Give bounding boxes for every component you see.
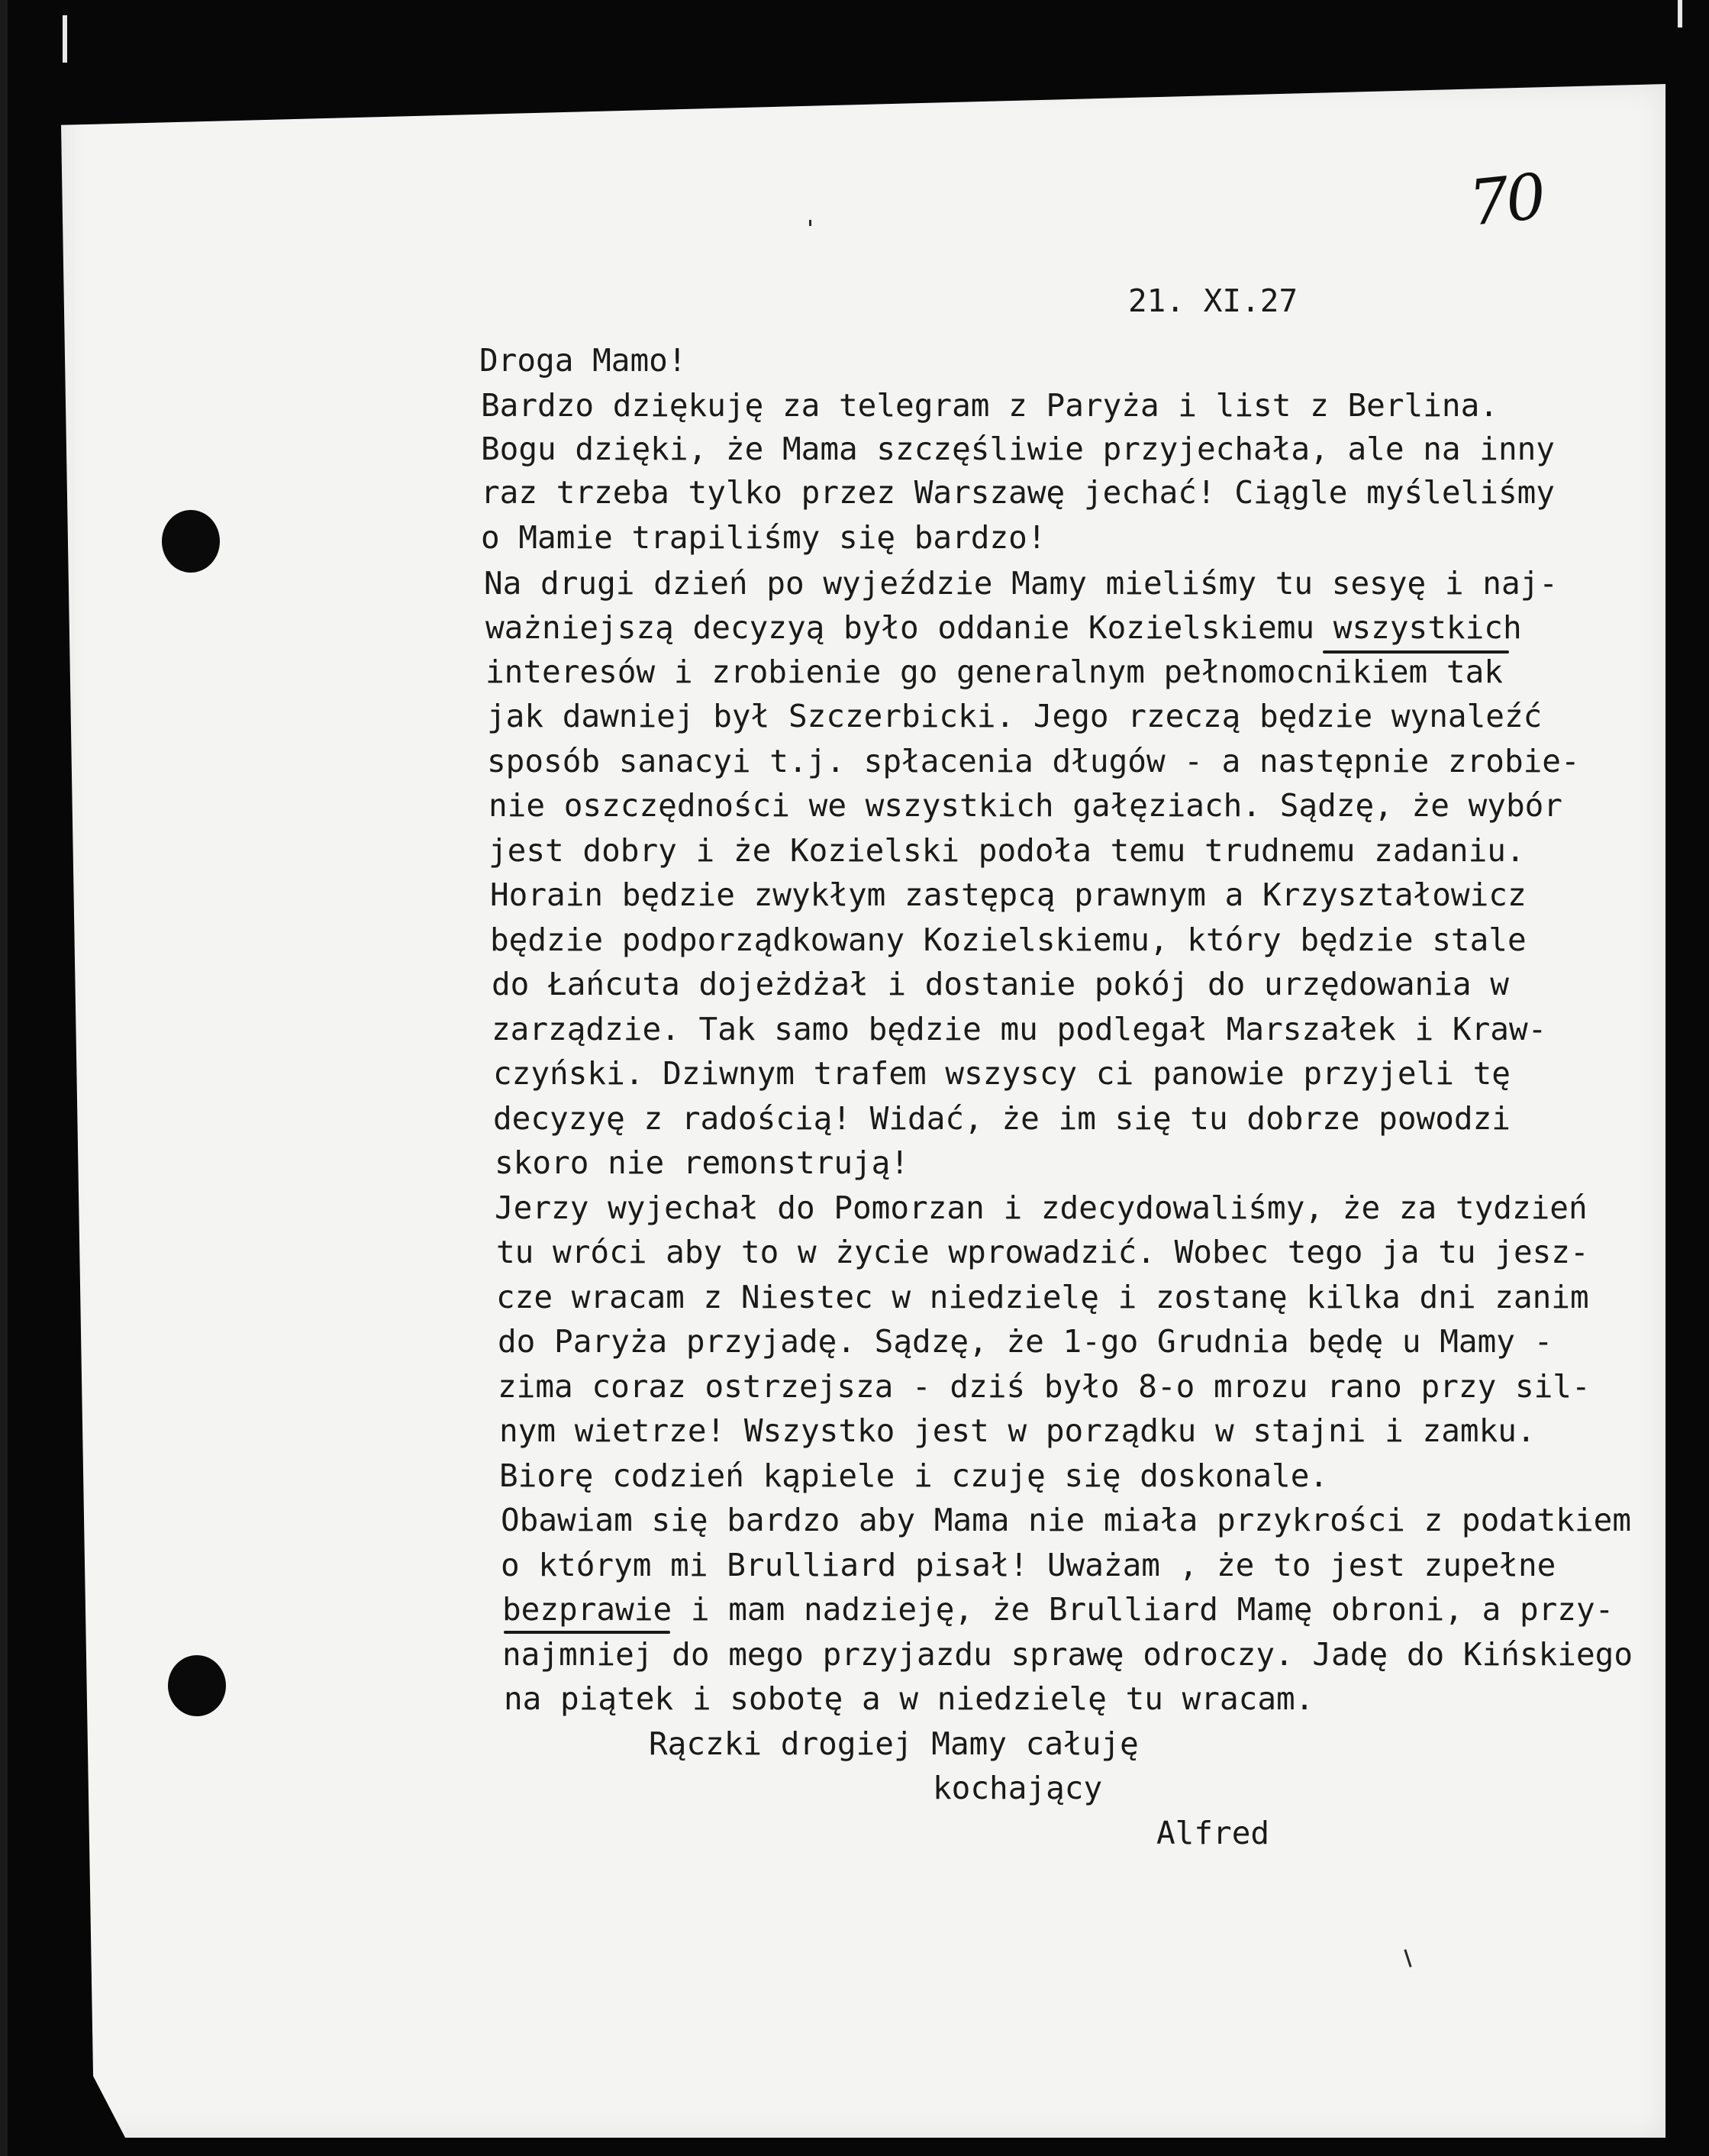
underline-wszystkich <box>1323 650 1509 654</box>
body-line: decyzyę z radością! Widać, że im się tu dobrze powodzi <box>493 1100 1511 1137</box>
body-line: sposób sanacyi t.j. spłacenia długów - a następnie zrobie- <box>487 743 1580 779</box>
body-line: ważniejszą decyzyą było oddanie Kozielskiemu wszystkich <box>485 609 1522 646</box>
body-line: do Łańcuta dojeżdżał i dostanie pokój do urzędowania w <box>492 966 1509 1002</box>
body-line: bezprawie i mam nadzieję, że Brulliard Mamę obroni, a przy- <box>502 1591 1614 1628</box>
closing-line: Rączki drogiej Mamy całuję <box>649 1725 1139 1762</box>
body-line: cze wracam z Niestec w niedzielę i zostanę kilka dni zanim <box>496 1279 1589 1315</box>
body-line: tu wróci aby to w życie wprowadzić. Wobec tego ja tu jesz- <box>496 1234 1589 1270</box>
body-line: zarządzie. Tak samo będzie mu podlegał Marszałek i Kraw- <box>492 1011 1547 1047</box>
body-line: skoro nie remonstrują! <box>495 1144 910 1181</box>
salutation: Droga Mamo! <box>479 342 687 379</box>
letter-date: 21. XI.27 <box>1128 282 1298 319</box>
body-line: do Paryża przyjadę. Sądzę, że 1-go Grudnia będę u Mamy - <box>498 1323 1553 1360</box>
body-line: czyński. Dziwnym trafem wszyscy ci panowie przyjeli tę <box>493 1055 1511 1092</box>
body-line: na piątek i sobotę a w niedzielę tu wracam. <box>504 1680 1314 1717</box>
body-line: Bardzo dziękuję za telegram z Paryża i list z Berlina. <box>481 387 1498 424</box>
body-line: Jerzy wyjechał do Pomorzan i zdecydowaliśmy, że za tydzień <box>495 1189 1588 1226</box>
body-line: Biorę codzień kąpiele i czuję się doskonale. <box>499 1457 1329 1494</box>
body-line: raz trzeba tylko przez Warszawę jechać! Ciągle myśleliśmy <box>481 474 1555 511</box>
body-line: Horain będzie zwykłym zastępcą prawnym a Krzyształowicz <box>490 876 1527 913</box>
body-line: jak dawniej był Szczerbicki. Jego rzeczą będzie wynaleźć <box>487 698 1543 734</box>
body-line: o którym mi Brulliard pisał! Uważam , że to jest zupełne <box>501 1547 1556 1583</box>
signature: Alfred <box>1156 1815 1270 1851</box>
page-number: 70 <box>1466 160 1547 240</box>
underline-bezprawie <box>504 1631 670 1634</box>
body-line: będzie podporządkowany Kozielskiemu, który będzie stale <box>490 921 1527 958</box>
body-line: Obawiam się bardzo aby Mama nie miała przykrości z podatkiem <box>501 1502 1632 1538</box>
closing-line: kochający <box>933 1770 1103 1806</box>
body-line: najmniej do mego przyjazdu sprawę odroczy. Jadę do Kińskiego <box>502 1636 1633 1673</box>
body-line: Bogu dzięki, że Mama szczęśliwie przyjechała, ale na inny <box>481 431 1555 467</box>
body-line: jest dobry i że Kozielski podoła temu trudnemu zadaniu. <box>489 832 1525 869</box>
body-line: o Mamie trapiliśmy się bardzo! <box>481 519 1046 556</box>
body-line: zima coraz ostrzejsza - dziś było 8-o mrozu rano przy sil- <box>498 1368 1591 1405</box>
body-line: nie oszczędności we wszystkich gałęziach. Sądzę, że wybór <box>489 787 1562 824</box>
body-line: Na drugi dzień po wyjeździe Mamy mieliśmy tu sesyę i naj- <box>484 565 1558 602</box>
body-line: nym wietrze! Wszystko jest w porządku w stajni i zamku. <box>499 1412 1536 1449</box>
body-line: interesów i zrobienie go generalnym pełnomocnikiem tak <box>485 654 1503 690</box>
